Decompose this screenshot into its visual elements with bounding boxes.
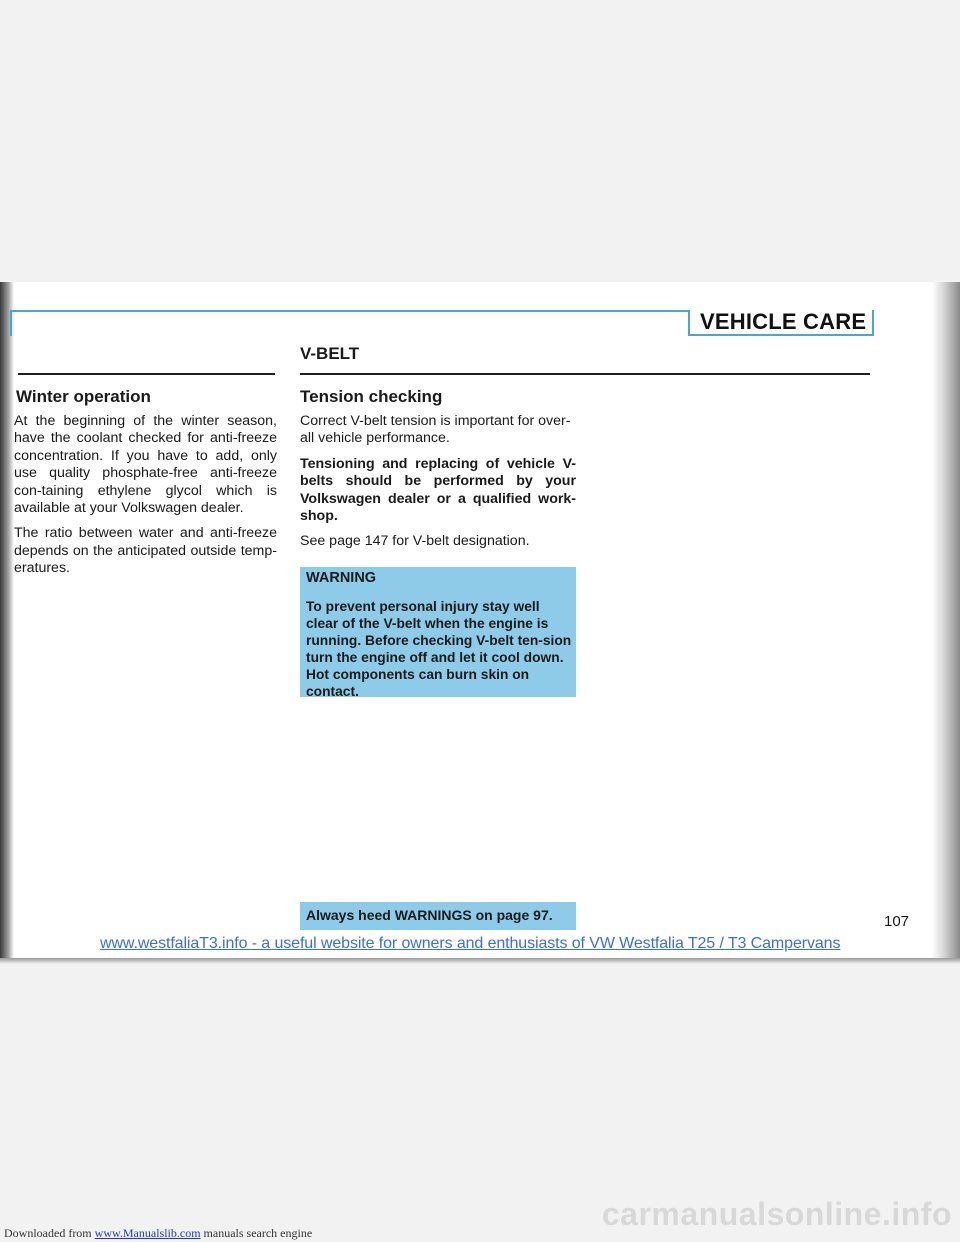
footer-suffix: manuals search engine bbox=[200, 1226, 313, 1240]
right-divider bbox=[300, 373, 870, 375]
page-edge bbox=[932, 282, 960, 962]
section-title: V-BELT bbox=[300, 344, 360, 363]
winter-paragraph-2: The ratio between water and anti-freeze depends on the anticipated outside temp-eratures. bbox=[14, 525, 277, 577]
tension-checking-heading: Tension checking bbox=[300, 387, 443, 406]
website-link[interactable]: www.westfaliaT3.info - a useful website for owners and enthusiasts of VW Westfalia T25 / T3 Campervans bbox=[100, 935, 841, 952]
chapter-title: VEHICLE CARE bbox=[700, 309, 867, 334]
winter-operation-body bbox=[14, 413, 277, 586]
winter-operation-heading: Winter operation bbox=[16, 387, 151, 406]
page-number: 107 bbox=[884, 913, 910, 930]
tension-paragraph-2: Tensioning and replacing of vehicle V-belts should be performed by your Volkswagen dealer or a qualified work-shop. bbox=[300, 455, 576, 525]
warning-title: WARNING bbox=[306, 570, 377, 586]
page-binding-shadow bbox=[0, 282, 14, 962]
download-footer bbox=[4, 1226, 312, 1241]
footer-prefix: Downloaded from bbox=[4, 1226, 95, 1240]
warnings-notice: Always heed WARNINGS on page 97. bbox=[306, 907, 553, 923]
header-tick bbox=[10, 310, 12, 336]
tension-paragraph-3: See page 147 for V-belt designation. bbox=[300, 533, 530, 550]
manualslib-link[interactable]: www.Manualslib.com bbox=[94, 1226, 201, 1240]
tension-paragraph-1: Correct V-belt tension is important for over-all vehicle performance. bbox=[300, 413, 571, 447]
warning-text: To prevent personal injury stay well clear of the V-belt when the engine is running. Before checking V-belt ten-sion turn the engine off and let it cool down. Hot components can burn skin on contact. bbox=[306, 599, 572, 699]
page-bottom-edge bbox=[0, 958, 960, 964]
winter-paragraph-1: At the beginning of the winter season, have the coolant checked for anti-freeze concentration. If you have to add, only use quality phosphate-free anti-freeze con-taining ethylene glycol which is available at your Volkswagen dealer. bbox=[14, 413, 277, 517]
watermark: carmanualsonline.info bbox=[601, 1196, 952, 1232]
tension-checking-body bbox=[300, 413, 576, 559]
left-divider bbox=[18, 373, 275, 375]
